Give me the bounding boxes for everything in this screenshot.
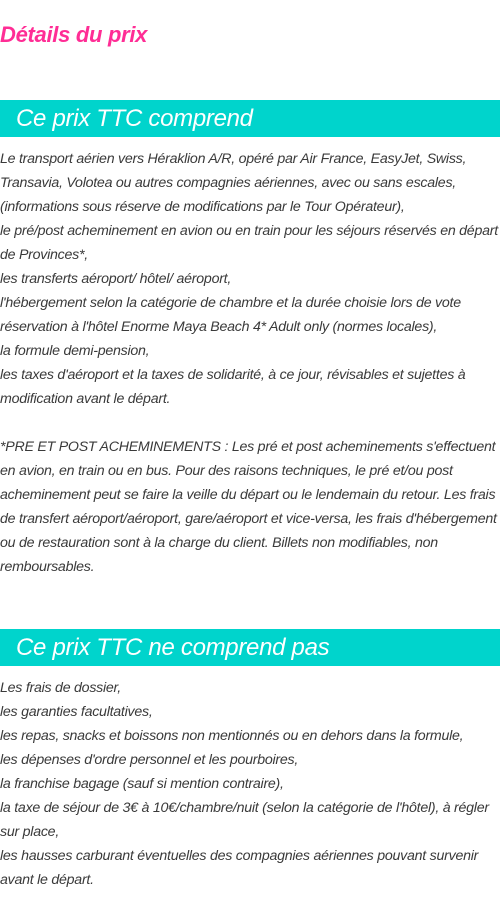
acheminement-note-text: *PRE ET POST ACHEMINEMENTS : Les pré et post acheminements s'effectuent en avion, en train ou en bus. Pour des raisons techniques, le pré et/ou post acheminement peut se faire la veille du départ ou le lendemain du retour. Les frais de transfert aéroport/aéroport, gare/aéroport et vice-versa, les frais d'hébergement ou de restauration sont à la charge du client. Billets non modifiables, non remboursables. — [0, 439, 497, 575]
included-item: les transferts aéroport/ hôtel/ aéroport, — [0, 271, 232, 287]
page-title: Détails du prix — [0, 22, 148, 47]
excluded-section-header: Ce prix TTC ne comprend pas — [0, 629, 500, 666]
included-section-header: Ce prix TTC comprend — [0, 100, 500, 137]
included-item: Le transport aérien vers Héraklion A/R, opéré par Air France, EasyJet, Swiss, Transavia, Volotea ou autres compagnies aériennes, avec ou sans escales, (informations sous réserve de modifications par le Tour Opérateur), — [0, 151, 467, 215]
included-item: l'hébergement selon la catégorie de chambre et la durée choisie lors de vote réservation à l'hôtel Enorme Maya Beach 4* Adult only (normes locales), — [0, 295, 461, 335]
included-item: la formule demi-pension, — [0, 343, 150, 359]
acheminement-note — [0, 435, 500, 579]
included-item: le pré/post acheminement en avion ou en train pour les séjours réservés en départ de Provinces*, — [0, 223, 498, 263]
excluded-item: les hausses carburant éventuelles des compagnies aériennes pouvant survenir avant le départ. — [0, 848, 479, 888]
excluded-item: les garanties facultatives, — [0, 704, 153, 720]
included-list — [0, 147, 500, 411]
included-item: les taxes d'aéroport et la taxes de solidarité, à ce jour, révisables et sujettes à modification avant le départ. — [0, 367, 466, 407]
excluded-item: la franchise bagage (sauf si mention contraire), — [0, 776, 284, 792]
excluded-item: les repas, snacks et boissons non mentionnés ou en dehors dans la formule, — [0, 728, 464, 744]
excluded-item: Les frais de dossier, — [0, 680, 121, 696]
excluded-item: les dépenses d'ordre personnel et les pourboires, — [0, 752, 299, 768]
excluded-item: la taxe de séjour de 3€ à 10€/chambre/nuit (selon la catégorie de l'hôtel), à régler sur place, — [0, 800, 489, 840]
excluded-list — [0, 676, 500, 892]
